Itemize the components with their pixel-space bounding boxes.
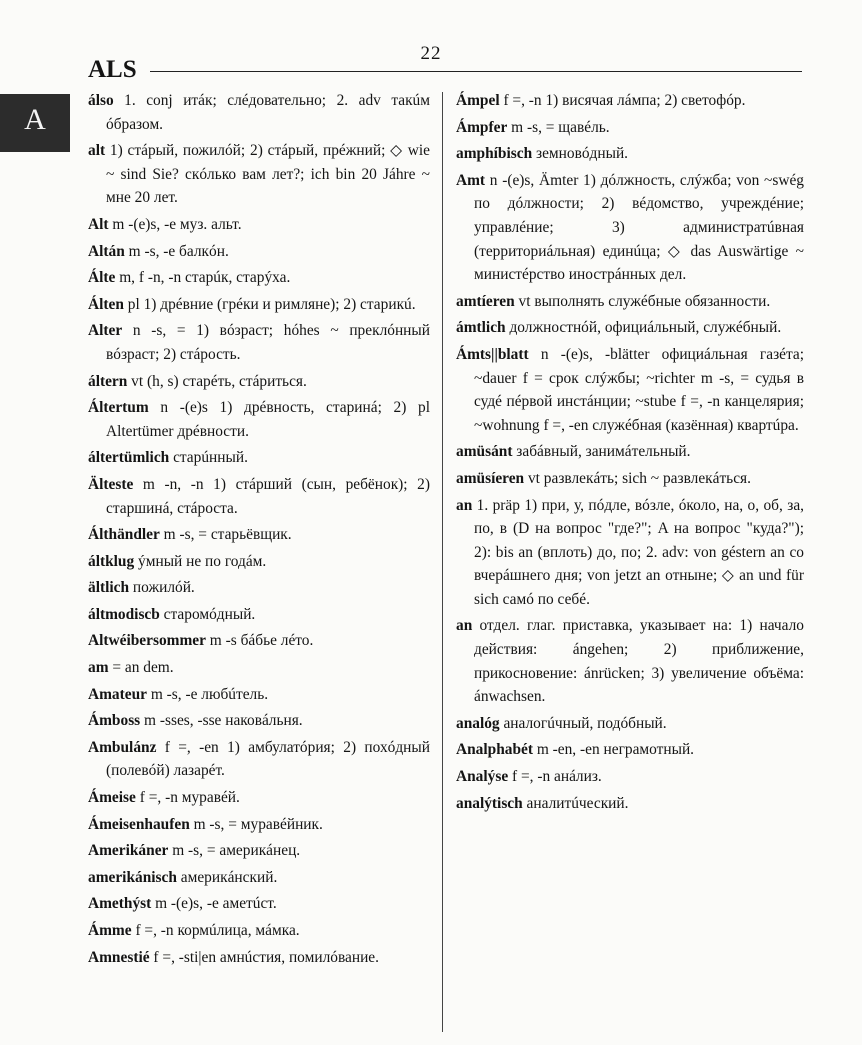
headword: amphíbisch (456, 145, 533, 163)
right-column (456, 89, 804, 818)
dictionary-entry (456, 169, 804, 287)
headword: amerikánisch (88, 868, 177, 886)
dictionary-entry (88, 473, 430, 520)
dictionary-entry (456, 89, 804, 113)
dictionary-entry (88, 576, 430, 600)
entry-definition: m -s, = щавéль. (507, 118, 610, 136)
entry-definition: пожилóй. (129, 579, 195, 597)
entry-definition: m, f -n, -n старúк, старýха. (115, 269, 291, 287)
dictionary-entry (88, 603, 430, 627)
headword: áltklug (88, 552, 135, 570)
entry-definition: старомóдный. (159, 605, 256, 623)
entry-definition: m -s, -e балкóн. (124, 242, 229, 260)
running-head: ALS (88, 56, 145, 84)
entry-definition: n -s, = 1) вóзраст; hóhes ~ преклóнный вóзраст; 2) стáрость. (106, 322, 430, 363)
dictionary-entry (456, 316, 804, 340)
headword: Altán (88, 242, 125, 260)
dictionary-entry (456, 494, 804, 612)
headword: Ámeisenhaufen (88, 815, 190, 833)
dictionary-entry (456, 116, 804, 140)
thumb-index-tab: A (0, 94, 70, 152)
headword: Ámeise (88, 789, 136, 807)
headword: amtíeren (456, 292, 515, 310)
headword: Amethýst (88, 895, 152, 913)
dictionary-entry (88, 370, 430, 394)
entry-definition: pl 1) дрéвние (грéки и римляне); 2) старикú. (123, 295, 416, 313)
headword: Alter (88, 322, 123, 340)
dictionary-entry (88, 656, 430, 680)
headword: an (456, 496, 473, 514)
page-number: 22 (420, 43, 442, 64)
headword: álso (88, 92, 114, 109)
headword: Áltertum (88, 399, 149, 417)
entry-definition: 1. conj итáк; слéдовательно; 2. adv такúм óбразом. (106, 92, 430, 133)
headword: amüsánt (456, 443, 513, 461)
entry-definition: m -s, = муравéйник. (189, 815, 323, 833)
headword: Amateur (88, 685, 147, 703)
entry-definition: n -(e)s, Ämter 1) дóлжность, слýжба; von ~swég по дóлжности; 2) вéдомство, учреждéние; управлéние; 3) администратúвная (территориáльная) единúца; ◇ das Auswärtige ~ министéрство инострáнных дел. (474, 171, 804, 284)
headword: Amt (456, 171, 486, 189)
headword: Altwéibersommer (88, 632, 206, 650)
entry-definition: f =, -n 1) висячая лáмпа; 2) светофóр. (499, 92, 746, 109)
headword: am (88, 659, 109, 677)
dictionary-entry (88, 293, 430, 317)
entry-definition: должностнóй, официáльный, служéбный. (505, 319, 782, 337)
entry-definition: аналитúческий. (522, 794, 629, 812)
headword: áltmodiscb (88, 605, 160, 623)
dictionary-entry (88, 213, 430, 237)
dictionary-entry (88, 709, 430, 733)
entry-definition: = an dem. (108, 659, 174, 677)
headword: Ámpel (456, 92, 500, 109)
headword: Ámts||blatt (456, 345, 529, 363)
dictionary-entry (88, 446, 430, 470)
headword: Alt (88, 215, 109, 233)
dictionary-entry (456, 765, 804, 789)
entry-definition: m -(e)s, -e муз. альт. (108, 215, 242, 233)
entry-definition: отдел. глаг. приставка, указывает на: 1) начало действия: ángehen; 2) приближение, прикосновение: ánrücken; 3) увеличение объёма: ánwachsen. (472, 617, 804, 706)
entry-definition: америкáнский. (176, 868, 278, 886)
entry-definition: m -(e)s, -e аметúст. (151, 895, 277, 913)
headword: áltertümlich (88, 449, 170, 467)
dictionary-entry (456, 142, 804, 166)
entry-definition: f =, -en 1) амбулатóрия; 2) похóдный (полевóй) лазарéт. (106, 738, 430, 780)
headword: amüsíeren (456, 469, 525, 487)
dictionary-entry (456, 792, 804, 816)
dictionary-entry (88, 523, 430, 547)
entry-definition: m -sses, -sse наковáльня. (140, 712, 303, 730)
entry-definition: n -(e)s, -blätter официáльная газéта; ~dauer f = срок слýжбы; ~richter m -s, = судья в судé пéрвой инстáнции; ~stube f =, -n канцелярия; ~wohnung f =, -en служéбная (казённая) квартúра. (474, 345, 804, 434)
dictionary-entry (456, 467, 804, 491)
entry-definition: f =, -sti|en амнúстия, помилóвание. (149, 948, 379, 966)
headword: an (456, 617, 473, 635)
headword: Álthändler (88, 526, 160, 544)
dictionary-entry (88, 683, 430, 707)
headword: ámtlich (456, 319, 506, 337)
dictionary-entry (88, 866, 430, 890)
entry-definition: f =, -n муравéй. (135, 789, 240, 807)
entry-definition: f =, -n анáлиз. (508, 768, 602, 786)
entry-definition: m -s, = америкáнец. (168, 842, 301, 860)
dictionary-entry (88, 813, 430, 837)
dictionary-entry (88, 919, 430, 943)
headword: Ámboss (88, 712, 141, 730)
dictionary-entry (456, 712, 804, 736)
headword: Ámme (88, 922, 132, 939)
dictionary-entry (88, 736, 430, 783)
entry-definition: 1. präp 1) при, у, пóдле, вóзле, óколо, на, о, об, за, по, в (D на вопрос "где?"; A на вопрос "куда?"); 2): bis an (вплоть) до, по; 2. adv: von géstern an со вчерáшнего дня; von jetzt an отнынe; ◇ an und für sich самó по себé. (472, 496, 804, 608)
headword: Analýse (456, 768, 509, 786)
entry-definition: аналогúчный, подóбный. (499, 714, 667, 732)
entry-definition: старúнный. (169, 449, 248, 467)
entry-definition: m -s, -e любúтель. (146, 685, 269, 703)
dictionary-entry (456, 440, 804, 464)
dictionary-entry (88, 266, 430, 290)
dictionary-entry (88, 892, 430, 916)
entry-definition: m -s, = старьёвщик. (159, 526, 292, 544)
headword: analýtisch (456, 794, 523, 812)
column-divider (442, 92, 443, 1032)
dictionary-entry (88, 139, 430, 210)
dictionary-entry (88, 839, 430, 863)
headword: áltern (88, 372, 128, 390)
headword: Amnestié (88, 948, 150, 966)
entry-definition: vt (h, s) старéть, стáриться. (127, 372, 307, 390)
headword: ältlich (88, 579, 130, 597)
entry-definition: vt выполнять служéбные обязанности. (514, 292, 771, 310)
headword: Ambulánz (88, 738, 157, 756)
entry-definition: vt развлекáть; sich ~ развлекáться. (524, 469, 751, 487)
entry-definition: m -s бáбье лéто. (205, 632, 314, 650)
headword: Álte (88, 269, 116, 287)
dictionary-entry (88, 89, 430, 136)
entry-definition: 1) стáрый, пожилóй; 2) стáрый, прéжний; ◇ wie ~ sind Sie? скóлько вам лет?; ich bin 20 Jáhre ~ мне 20 лет. (105, 142, 430, 207)
entry-definition: m -n, -n 1) стáрший (сын, ребёнок); 2) старшинá, стáроста. (106, 475, 430, 517)
entry-definition: m -en, -en неграмотный. (532, 741, 695, 759)
dictionary-entry (88, 396, 430, 443)
headword: analóg (456, 714, 500, 732)
dictionary-entry (88, 786, 430, 810)
headword: alt (88, 142, 106, 160)
dictionary-entry (456, 614, 804, 708)
entry-definition: ýмный не по годáм. (134, 552, 267, 570)
dictionary-entry (88, 629, 430, 653)
dictionary-entry (456, 290, 804, 314)
dictionary-entry (456, 343, 804, 437)
left-column (88, 89, 430, 972)
entry-definition: земновóдный. (532, 145, 629, 163)
headword: Ámpfer (456, 118, 508, 136)
dictionary-entry (456, 738, 804, 762)
entry-definition: n -(e)s 1) дрéвность, старинá; 2) pl Altertümer дрéвности. (106, 399, 430, 440)
headword: Älteste (88, 475, 134, 493)
header-rule (150, 71, 802, 72)
dictionary-entry (88, 946, 430, 970)
headword: Analphabét (456, 741, 533, 759)
entry-definition: забáвный, занимáтельный. (512, 443, 691, 461)
entry-definition: f =, -n кормúлица, мáмка. (131, 922, 300, 939)
dictionary-entry (88, 240, 430, 264)
dictionary-entry (88, 319, 430, 366)
headword: Álten (88, 295, 124, 313)
headword: Amerikáner (88, 842, 169, 860)
dictionary-entry (88, 550, 430, 574)
